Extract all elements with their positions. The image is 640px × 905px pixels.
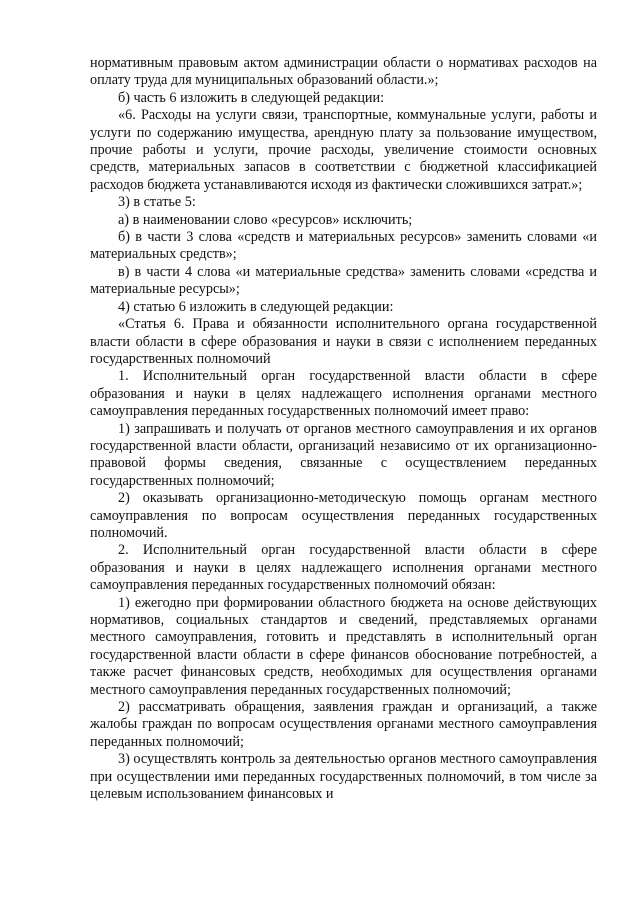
paragraph-1: нормативным правовым актом администрации области о нормативах расходов на оплату труда для муниципальных образований области.»; (90, 55, 597, 89)
paragraph-15: 2) рассматривать обращения, заявления граждан и организаций, а также жалобы граждан по вопросам осуществления органами местного самоуправления переданных полномочий; (90, 699, 597, 750)
document-page (90, 55, 597, 803)
paragraph-14: 1) ежегодно при формировании областного бюджета на основе действующих нормативов, социальных стандартов и сведений, представляемых органами местного самоуправления, готовить и представлять в исполнительный орган государственной власти области в сфере финансов обоснование потребностей, а также расчет финансовых средств, необходимых для осуществления органами местного самоуправления переданных государственных полномочий; (90, 594, 597, 698)
paragraph-16: 3) осуществлять контроль за деятельностью органов местного самоуправления при осуществлении ими переданных государственных полномочий, в том числе за целевым использованием финансовых и (90, 751, 597, 803)
paragraph-11: 1) запрашивать и получать от органов местного самоуправления и их органов государственной власти области, организаций независимо от их организационно-правовой формы сведения, связанные с осуществлением переданных государственных полномочий; (90, 420, 597, 489)
paragraph-8: 4) статью 6 изложить в следующей редакции: (118, 298, 394, 315)
paragraph-13: 2. Исполнительный орган государственной власти области в сфере образования и науки в целях надлежащего исполнения органами местного самоуправления переданных государственных полномочий обязан: (90, 542, 597, 594)
paragraph-6: б) в части 3 слова «средств и материальных ресурсов» заменить словами «и материальных средств»; (90, 229, 597, 263)
paragraph-5: а) в наименовании слово «ресурсов» исключить; (118, 211, 413, 228)
paragraph-12: 2) оказывать организационно-методическую помощь органам местного самоуправления по вопросам осуществления переданных государственных полномочий. (90, 490, 597, 541)
paragraph-7: в) в части 4 слова «и материальные средства» заменить словами «средства и материальные ресурсы»; (90, 263, 597, 298)
paragraph-4: 3) в статье 5: (118, 194, 196, 211)
paragraph-2: б) часть 6 изложить в следующей редакции: (118, 89, 385, 106)
paragraph-10: 1. Исполнительный орган государственной власти области в сфере образования и науки в целях надлежащего исполнения органами местного самоуправления переданных государственных полномочий имеет право: (90, 368, 597, 420)
article-6-heading: «Статья 6. Права и обязанности исполнительного органа государственной власти области в сфере образования и науки в связи с исполнением переданных государственных полномочий (90, 316, 597, 367)
paragraph-3: «6. Расходы на услуги связи, транспортные, коммунальные услуги, работы и услуги по содержанию имущества, арендную плату за пользование имуществом, прочие работы и услуги, прочие расходы, увеличение стоимости основных средств, материальных запасов в соответствии с бюджетной классификацией расходов бюджета устанавливаются исходя из фактически сложившихся затрат.»; (90, 107, 597, 193)
